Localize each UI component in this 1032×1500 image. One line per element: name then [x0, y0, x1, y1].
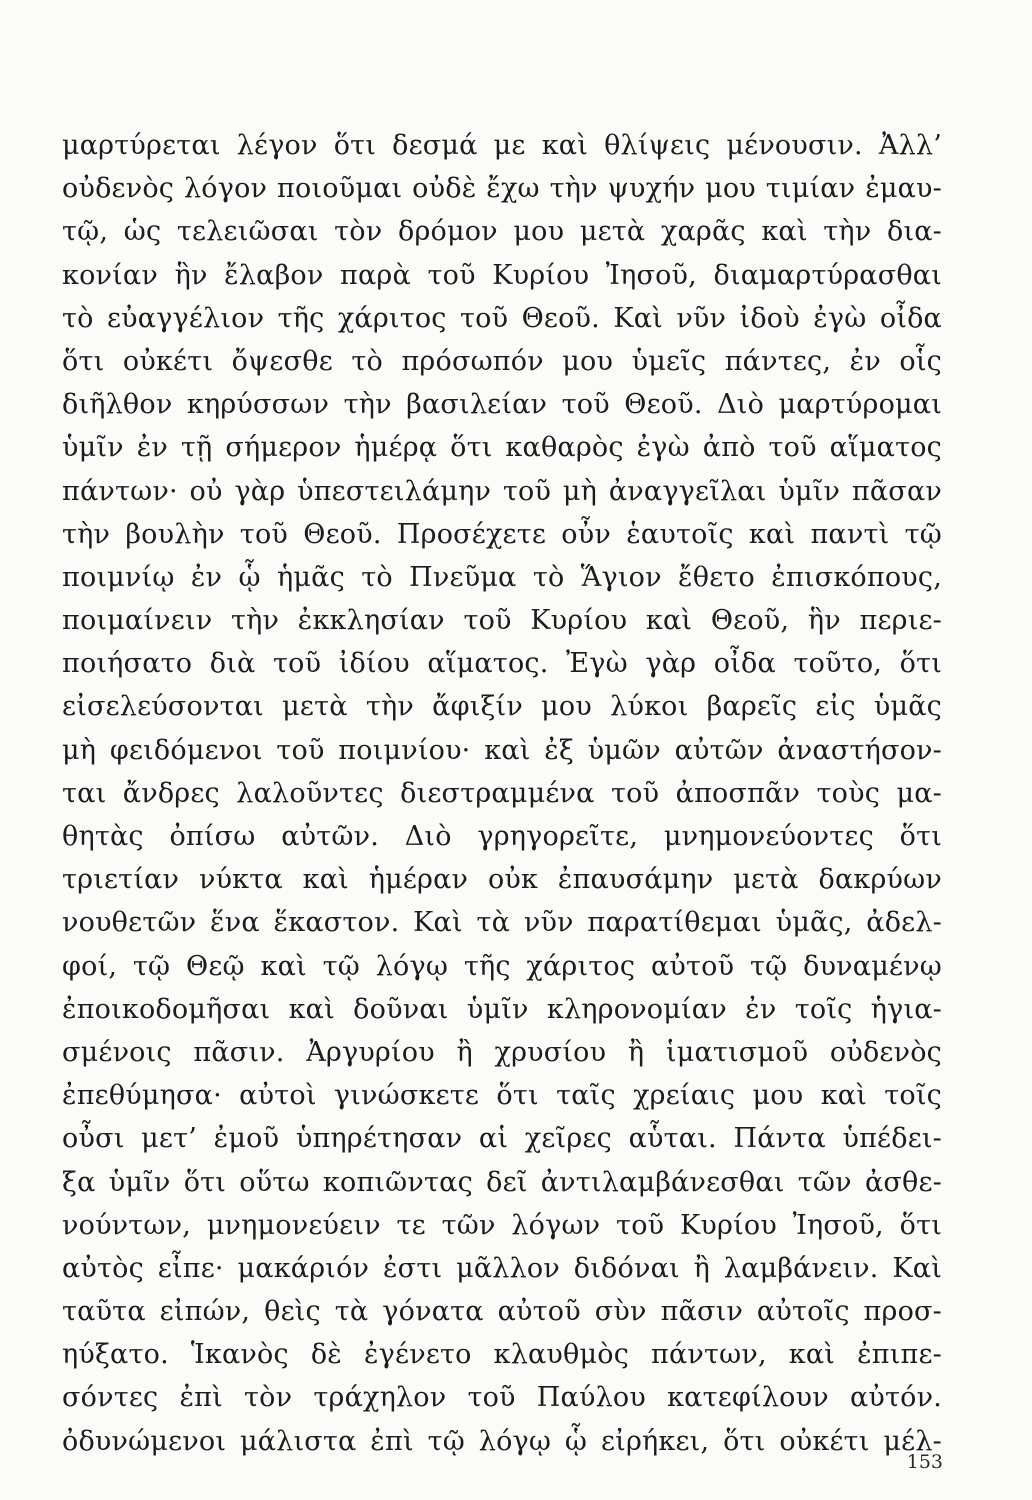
text-line: ταῦτα εἰπών, θεὶς τὰ γόνατα αὐτοῦ σὺν πᾶσιν αὐτοῖς προσ- [62, 1296, 942, 1328]
text-line: οὐδενὸς λόγον ποιοῦμαι οὐδὲ ἔχω τὴν ψυχήν μου τιμίαν ἐμαυ- [62, 173, 942, 205]
text-line: θητὰς ὀπίσω αὐτῶν. Διὸ γρηγορεῖτε, μνημονεύοντες ὅτι [62, 821, 942, 852]
text-line: κονίαν ἣν ἔλαβον παρὰ τοῦ Κυρίου Ἰησοῦ, διαμαρτύρασθαι [62, 259, 942, 291]
text-line: διῆλθον κηρύσσων τὴν βασιλείαν τοῦ Θεοῦ. Διὸ μαρτύρομαι [62, 389, 942, 421]
text-line: φοί, τῷ Θεῷ καὶ τῷ λόγῳ τῆς χάριτος αὐτοῦ τῷ δυναμένῳ [62, 950, 942, 982]
text-line: ἐποικοδομῆσαι καὶ δοῦναι ὑμῖν κληρονομίαν ἐν τοῖς ἡγια- [62, 993, 942, 1025]
text-line: ξα ὑμῖν ὅτι οὕτω κοπιῶντας δεῖ ἀντιλαμβάνεσθαι τῶν ἀσθε- [62, 1166, 942, 1198]
text-line: τῷ, ὡς τελειῶσαι τὸν δρόμον μου μετὰ χαρᾶς καὶ τὴν δια- [62, 216, 942, 248]
text-line: ποιμνίῳ ἐν ᾧ ἡμᾶς τὸ Πνεῦμα τὸ Ἅγιον ἔθετο ἐπισκόπους, [62, 561, 942, 593]
page-number: 153 [906, 1451, 943, 1473]
text-line: ὅτι οὐκέτι ὄψεσθε τὸ πρόσωπόν μου ὑμεῖς πάντες, ἐν οἷς [62, 345, 942, 377]
text-line: νούντων, μνημονεύειν τε τῶν λόγων τοῦ Κυρίου Ἰησοῦ, ὅτι [62, 1209, 942, 1241]
text-line: τριετίαν νύκτα καὶ ἡμέραν οὐκ ἐπαυσάμην μετὰ δακρύων [62, 864, 942, 896]
text-line: πάντων· οὐ γὰρ ὑπεστειλάμην τοῦ μὴ ἀναγγεῖλαι ὑμῖν πᾶσαν [62, 475, 942, 507]
text-line: μαρτύρεται λέγον ὅτι δεσμά με καὶ θλίψεις μένουσιν. Ἀλλ’ [62, 130, 942, 161]
text-line: εἰσελεύσονται μετὰ τὴν ἄφιξίν μου λύκοι βαρεῖς εἰς ὑμᾶς [62, 691, 942, 723]
text-line: σόντες ἐπὶ τὸν τράχηλον τοῦ Παύλου κατεφίλουν αὐτόν. [62, 1382, 942, 1414]
text-line: αὐτὸς εἶπε· μακάριόν ἐστι μᾶλλον διδόναι ἢ λαμβάνειν. Καὶ [62, 1252, 942, 1284]
text-line: ποιήσατο διὰ τοῦ ἰδίου αἵματος. Ἐγὼ γὰρ οἶδα τοῦτο, ὅτι [62, 648, 942, 680]
text-line: ὑμῖν ἐν τῇ σήμερον ἡμέρᾳ ὅτι καθαρὸς ἐγὼ ἀπὸ τοῦ αἵματος [62, 432, 942, 464]
body-text [62, 124, 942, 1463]
text-line: σμένοις πᾶσιν. Ἀργυρίου ἢ χρυσίου ἢ ἱματισμοῦ οὐδενὸς [62, 1036, 942, 1068]
text-line: οὖσι μετ’ ἐμοῦ ὑπηρέτησαν αἱ χεῖρες αὗται. Πάντα ὑπέδει- [62, 1123, 942, 1155]
text-line: νουθετῶν ἕνα ἕκαστον. Καὶ τὰ νῦν παρατίθεμαι ὑμᾶς, ἀδελ- [62, 907, 942, 939]
text-line: ἐπεθύμησα· αὐτοὶ γινώσκετε ὅτι ταῖς χρείαις μου καὶ τοῖς [62, 1080, 942, 1112]
text-line: τὸ εὐαγγέλιον τῆς χάριτος τοῦ Θεοῦ. Καὶ νῦν ἰδοὺ ἐγὼ οἶδα [62, 302, 942, 334]
text-line: τὴν βουλὴν τοῦ Θεοῦ. Προσέχετε οὖν ἑαυτοῖς καὶ παντὶ τῷ [62, 518, 942, 550]
text-line: ηύξατο. Ἱκανὸς δὲ ἐγένετο κλαυθμὸς πάντων, καὶ ἐπιπε- [62, 1339, 942, 1371]
text-line: ται ἄνδρες λαλοῦντες διεστραμμένα τοῦ ἀποσπᾶν τοὺς μα- [62, 777, 942, 809]
text-line: ὀδυνώμενοι μάλιστα ἐπὶ τῷ λόγῳ ᾧ εἰρήκει, ὅτι οὐκέτι μέλ- [62, 1425, 942, 1457]
text-line: μὴ φειδόμενοι τοῦ ποιμνίου· καὶ ἐξ ὑμῶν αὐτῶν ἀναστήσον- [62, 734, 942, 766]
text-line: ποιμαίνειν τὴν ἐκκλησίαν τοῦ Κυρίου καὶ Θεοῦ, ἣν περιε- [62, 605, 942, 637]
